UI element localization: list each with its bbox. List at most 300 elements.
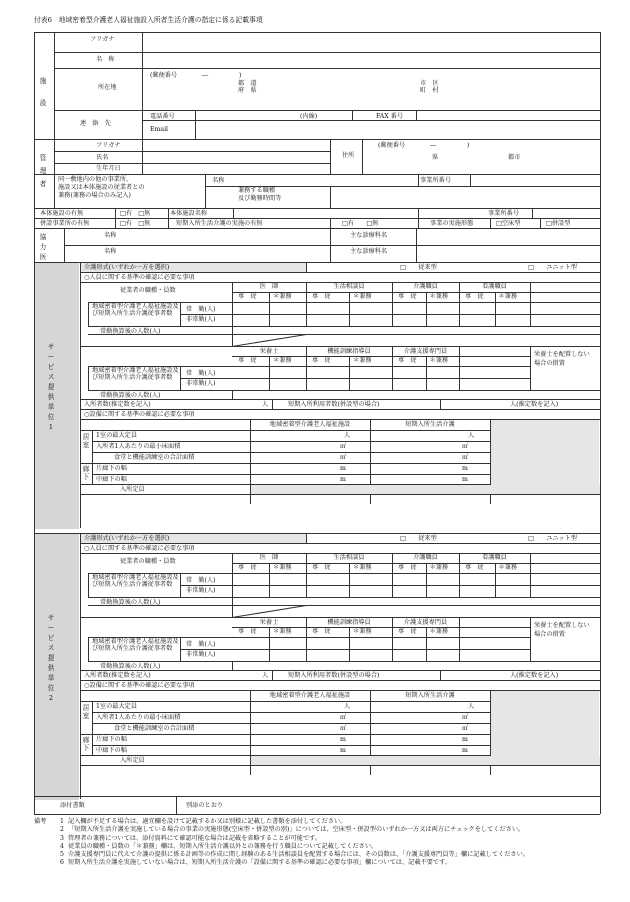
form-title: 付表6 地域密着型介護老人福祉施設入所者生活介護の指定に係る記載事項 xyxy=(34,16,263,24)
notes-section xyxy=(34,818,624,868)
rule-line xyxy=(269,563,270,597)
rule-line xyxy=(352,110,353,120)
notes-label xyxy=(34,835,56,843)
rule-line xyxy=(80,430,490,431)
rule-line xyxy=(306,346,307,390)
rule-line xyxy=(168,218,169,228)
field-label: 人 xyxy=(344,432,351,439)
diagonal-line xyxy=(232,334,306,347)
field-label: 専 従 xyxy=(312,628,331,635)
field-label: 常勤換算後の人数(人) xyxy=(100,392,161,399)
unit-label-2: サービス提供単位2 xyxy=(47,614,55,702)
field-label: 短期入所利用者数(併設型の場合) xyxy=(288,672,380,679)
field-label: 本体施設の有無 xyxy=(40,210,84,217)
field-label: 専 従 xyxy=(398,357,417,364)
field-label: 人 xyxy=(468,703,475,710)
rule-line xyxy=(540,218,541,228)
note-text: 介護支援専門員に代えて介護の提供に係る計画等の作成に関し経験のある生活相談員を配置する場合には、その員数は、「介護支援専門員等」欄に記載してください。 xyxy=(68,851,529,859)
field-label: 介護形式(いずれか一方を選択) xyxy=(84,535,170,542)
rule-line xyxy=(80,701,490,702)
rule-line xyxy=(532,208,533,218)
field-label: 栄養士を配置しない 場合の措置 xyxy=(534,622,590,638)
rule-line xyxy=(459,553,460,597)
rule-line xyxy=(80,272,600,273)
field-label: 常 勤(人) xyxy=(186,370,216,377)
rule-line xyxy=(269,627,270,661)
field-label: (郵便番号 ― ) xyxy=(378,142,470,149)
field-label: 都 道 府 県 xyxy=(238,80,257,94)
field-label: ㎡ xyxy=(340,443,347,450)
field-label: ＊兼務 xyxy=(429,628,449,635)
diagonal-line xyxy=(232,605,306,618)
rule-line xyxy=(195,110,196,139)
note-item xyxy=(34,843,624,851)
rule-line xyxy=(470,174,471,186)
field-label: □併設型 xyxy=(546,220,571,227)
rule-line xyxy=(392,282,393,326)
rule-line xyxy=(440,670,441,680)
rule-line xyxy=(80,617,600,618)
field-label: ＊兼務 xyxy=(429,293,449,300)
field-label: ＊兼務 xyxy=(273,628,292,635)
rule-line xyxy=(88,637,89,661)
rule-line xyxy=(88,326,600,327)
field-label: 1室の最大定員 xyxy=(96,432,138,439)
notes-label xyxy=(34,826,56,834)
notes-label: 備考 xyxy=(34,818,47,825)
note-item xyxy=(34,835,624,843)
notes-label xyxy=(34,851,56,859)
field-label: □空床型 xyxy=(496,220,521,227)
rule-line xyxy=(88,573,89,597)
field-label: 生活相談員 xyxy=(333,554,365,561)
field-label: 専 従 xyxy=(238,564,257,571)
field-label: ＊兼務 xyxy=(498,293,518,300)
field-label: 市 区 町 村 xyxy=(420,80,439,94)
rule-line xyxy=(88,661,600,662)
field-label: 看護職員 xyxy=(482,554,507,561)
rule-line xyxy=(34,814,600,815)
rule-line xyxy=(495,292,496,326)
field-label: フリガナ xyxy=(96,142,121,149)
field-label: ＊兼務 xyxy=(273,564,292,571)
field-label: 事業所番号 xyxy=(420,177,451,184)
rule-line xyxy=(426,292,427,326)
rule-line xyxy=(269,356,270,390)
rule-line xyxy=(392,346,393,390)
field-label: 名称 xyxy=(104,248,117,255)
rule-line xyxy=(495,563,496,597)
field-label: m xyxy=(340,747,346,754)
field-label: ＊兼務 xyxy=(273,293,292,300)
rule-line xyxy=(418,174,419,186)
rule-line xyxy=(92,441,490,442)
field-label: 介護形式(いずれか一方を選択) xyxy=(84,264,170,271)
field-label: 短期入所生活介護 xyxy=(405,421,455,428)
field-label: 兼務する職種 及び勤務時間等 xyxy=(238,187,282,202)
field-label: 人(推定数を記入) xyxy=(510,672,559,679)
field-label: □有 □無 xyxy=(342,220,379,227)
note-item xyxy=(34,826,624,834)
rule-line xyxy=(440,399,441,409)
corridor-label: 廊下 xyxy=(82,465,90,481)
field-label: m xyxy=(462,465,468,472)
room-label: 居室 xyxy=(82,704,90,720)
rule-line xyxy=(272,399,273,409)
field-label: 人 xyxy=(468,432,475,439)
note-number: 6 xyxy=(60,859,64,867)
field-label: 機能訓練指導員 xyxy=(327,619,371,626)
field-label: 常勤換算後の人数(人) xyxy=(100,328,161,335)
rule-line xyxy=(349,563,350,597)
shaded-cell xyxy=(35,534,79,800)
field-label: 短期入所生活介護の実施の有無 xyxy=(176,220,263,227)
field-label: ＊兼務 xyxy=(353,293,372,300)
field-label: m xyxy=(462,747,468,754)
field-label: 専 従 xyxy=(238,628,257,635)
field-label: ＊兼務 xyxy=(353,564,372,571)
field-label: m xyxy=(462,476,468,483)
field-label: 地域密着型介護老人福祉施設及び短期入所生活介護従事者数 xyxy=(92,367,179,381)
field-label: 人 xyxy=(344,703,351,710)
rule-line xyxy=(54,68,600,69)
field-label: 人 xyxy=(262,401,269,408)
field-label: m xyxy=(340,736,346,743)
field-label: 介護職員 xyxy=(413,554,438,561)
field-label: 食堂と機能訓練室の合計面積 xyxy=(114,454,195,461)
field-label: 主な診療科名 xyxy=(350,248,388,255)
facility-section-label: 施設 xyxy=(39,77,47,107)
field-label: □ ユニット型 xyxy=(528,264,577,271)
field-label: 入所者数(推定数を記入) xyxy=(84,401,151,408)
field-label: 事業の実施形態 xyxy=(430,220,474,227)
field-label: 1室の最大定員 xyxy=(96,703,138,710)
note-text: 従業員の職種・員数の「＊兼務」欄は、短期入所生活介護以外との兼務を行う職員について記載してください。 xyxy=(68,842,378,850)
field-label: ○人員に関する基準の確認に必要な事項 xyxy=(84,274,195,281)
field-label: 住所 xyxy=(342,152,355,159)
rule-line xyxy=(392,617,393,661)
rule-line xyxy=(34,796,600,797)
field-label: 短期入所利用者数(併設型の場合) xyxy=(288,401,380,408)
rule-line xyxy=(530,282,531,326)
field-label: 看護職員 xyxy=(482,283,507,290)
field-label: □有 □無 xyxy=(120,220,151,227)
field-label: 非常勤(人) xyxy=(186,587,216,594)
rule-line xyxy=(330,218,331,228)
field-label: FAX 番号 xyxy=(376,113,403,120)
field-label: 所在地 xyxy=(98,84,117,91)
rule-line xyxy=(88,366,89,390)
field-label: 中廊下の幅 xyxy=(96,476,127,483)
field-label: 専 従 xyxy=(312,357,331,364)
rule-line xyxy=(88,334,600,335)
rule-line xyxy=(426,627,427,661)
field-label: □有 □無 xyxy=(120,210,151,217)
field-label: 都市 xyxy=(508,154,521,161)
field-label: 専 従 xyxy=(465,564,484,571)
field-label: ＊兼務 xyxy=(273,357,292,364)
field-label: 地域密着型介護老人福祉施設及び短期入所生活介護従事者数 xyxy=(92,303,179,317)
rule-line xyxy=(306,553,307,597)
rule-line xyxy=(34,533,600,534)
rule-line xyxy=(272,670,273,680)
rule-line xyxy=(54,32,55,139)
rule-line xyxy=(80,543,600,544)
field-label: ○人員に関する基準の確認に必要な事項 xyxy=(84,545,195,552)
field-label: 人 xyxy=(262,672,269,679)
field-label: 連 絡 先 xyxy=(80,120,111,127)
field-label: 電話番号 xyxy=(150,113,175,120)
field-label: 中廊下の幅 xyxy=(96,747,127,754)
field-label: 非常勤(人) xyxy=(186,316,216,323)
rule-line xyxy=(88,302,89,326)
rule-line xyxy=(180,378,530,379)
rule-line xyxy=(142,120,600,121)
field-label: 入所定員 xyxy=(120,757,145,764)
field-label: 地域密着型介護老人福祉施設 xyxy=(269,421,351,428)
rule-line xyxy=(530,617,531,661)
rule-line xyxy=(418,218,419,228)
rule-line xyxy=(80,463,490,464)
rule-line xyxy=(34,32,600,33)
field-label: 常勤換算後の人数(人) xyxy=(100,599,161,606)
field-label: 本体施設名称 xyxy=(170,210,208,217)
field-label: 従業者の職種・員数 xyxy=(120,558,176,565)
rule-line xyxy=(180,585,600,586)
field-label: m xyxy=(462,736,468,743)
rule-line xyxy=(80,765,600,766)
rule-line xyxy=(80,346,600,347)
shaded-cell xyxy=(491,691,599,765)
rule-line xyxy=(92,745,490,746)
field-label: 医 師 xyxy=(259,554,279,561)
rule-line xyxy=(34,228,600,229)
rule-line xyxy=(80,399,600,400)
field-label: 専 従 xyxy=(465,293,484,300)
rule-line xyxy=(490,218,491,228)
field-label: 専 従 xyxy=(398,564,417,571)
field-label: □ ユニット型 xyxy=(528,535,577,542)
field-label: Email xyxy=(150,126,169,133)
rule-line xyxy=(34,174,600,175)
rule-line xyxy=(80,262,81,528)
rule-line xyxy=(142,139,143,174)
note-number: 3 xyxy=(60,834,64,842)
rule-line xyxy=(34,139,600,140)
field-label: 生活相談員 xyxy=(333,283,365,290)
rule-line xyxy=(88,597,600,598)
rule-line xyxy=(232,356,530,357)
notes-label xyxy=(34,843,56,851)
field-label: 専 従 xyxy=(312,564,331,571)
coop-section-label: 協力医 xyxy=(39,233,47,261)
rule-line xyxy=(54,110,600,111)
field-label: ㎡ xyxy=(340,714,347,721)
note-item xyxy=(34,859,624,867)
note-number: 1 xyxy=(60,818,64,825)
rule-line xyxy=(426,563,427,597)
rule-line xyxy=(459,282,460,326)
field-label: 名称 xyxy=(212,177,225,184)
field-label: 常勤換算後の人数(人) xyxy=(100,663,161,670)
field-label: 事業所番号 xyxy=(488,210,519,217)
rule-line xyxy=(80,734,490,735)
field-label: 専 従 xyxy=(238,293,257,300)
field-label: 医 師 xyxy=(259,283,279,290)
rule-line xyxy=(80,533,81,799)
rule-line xyxy=(349,627,350,661)
note-text: 短期入所生活介護を実施していない場合は、短期入所生活介護の「設備に関する基準の確認に必要な事項」欄については、記載不要です。 xyxy=(68,859,452,867)
rule-line xyxy=(92,723,490,724)
rule-line xyxy=(232,292,600,293)
rule-line xyxy=(349,356,350,390)
field-label: 常 勤(人) xyxy=(186,577,216,584)
field-label: 片廊下の幅 xyxy=(96,736,127,743)
field-label: 生年月日 xyxy=(96,165,121,172)
rule-line xyxy=(232,390,233,399)
rule-line xyxy=(416,110,417,120)
field-label: 同一敷地内の他の事業所、 施設又は本体施設の従業者との 兼務(兼務の場合のみ記入) xyxy=(58,176,145,199)
field-label: 人(推定数を記入) xyxy=(510,401,559,408)
field-label: 栄養士 xyxy=(259,348,279,355)
rule-line xyxy=(180,649,530,650)
corridor-label: 廊下 xyxy=(82,736,90,752)
field-label: フリガナ xyxy=(90,36,115,43)
field-label: ㎡ xyxy=(340,725,347,732)
field-label: 入所者1人あたりの最小床面積 xyxy=(96,443,181,450)
rule-line xyxy=(92,452,490,453)
field-label: 添付書類 xyxy=(60,802,85,809)
field-label: ＊兼務 xyxy=(353,628,372,635)
field-label: 入所者数(推定数を記入) xyxy=(84,672,151,679)
rule-line xyxy=(34,218,600,219)
rule-line xyxy=(330,139,331,174)
note-text: 記入欄が不足する場合は、適宜欄を設けて記載するか又は別様に記載した書類を添付してください。 xyxy=(68,818,347,825)
field-label: 主な診療科名 xyxy=(350,232,388,239)
field-label: ㎡ xyxy=(462,454,469,461)
field-label: ㎡ xyxy=(462,443,469,450)
field-label: □ 従来型 xyxy=(400,535,437,542)
field-label: 非常勤(人) xyxy=(186,380,216,387)
field-label: ㎡ xyxy=(462,725,469,732)
field-label: 名称 xyxy=(104,232,117,239)
rule-line xyxy=(205,174,206,208)
field-label: ○設備に関する基準の確認に必要な事項 xyxy=(84,411,195,418)
rule-line xyxy=(168,208,169,218)
unit-label-1: サービス提供単位1 xyxy=(47,343,55,431)
field-label: 専 従 xyxy=(398,628,417,635)
rule-line xyxy=(54,52,600,53)
note-number: 4 xyxy=(60,842,64,850)
field-label: 機能訓練指導員 xyxy=(327,348,371,355)
rule-line xyxy=(232,661,233,670)
field-label: 栄養士 xyxy=(259,619,279,626)
rule-line xyxy=(80,670,600,671)
rule-line xyxy=(80,680,600,681)
rule-line xyxy=(88,390,600,391)
rule-line xyxy=(232,627,530,628)
field-label: 併設事業所の有無 xyxy=(40,220,90,227)
field-label: 食堂と機能訓練室の合計面積 xyxy=(114,725,195,732)
note-text: 管理者の兼務については、添付資料にて確認可能な場合は記載を省略することが可能です。 xyxy=(68,834,322,842)
field-label: ＊兼務 xyxy=(353,357,372,364)
rule-line xyxy=(54,163,330,164)
field-label: 氏名 xyxy=(96,154,109,161)
rule-line xyxy=(530,553,531,597)
rule-line xyxy=(459,617,460,661)
rule-line xyxy=(600,32,601,814)
rule-line xyxy=(180,314,600,315)
rule-line xyxy=(92,712,490,713)
rule-line xyxy=(92,430,93,484)
manager-section-label: 管理者 xyxy=(39,154,47,188)
rule-line xyxy=(80,494,600,495)
field-label: ＊兼務 xyxy=(429,357,449,364)
field-label: m xyxy=(340,465,346,472)
rule-line xyxy=(232,563,600,564)
shaded-cell xyxy=(35,263,79,529)
shaded-cell xyxy=(491,420,599,494)
rule-line xyxy=(176,796,177,814)
notes-label xyxy=(34,859,56,867)
field-label: 栄養士を配置しない 場合の措置 xyxy=(534,351,590,367)
field-label: 専 従 xyxy=(238,357,257,364)
field-label: 名 称 xyxy=(96,56,115,63)
field-label: ○設備に関する基準の確認に必要な事項 xyxy=(84,682,195,689)
field-label: 専 従 xyxy=(398,293,417,300)
field-label: □ 従来型 xyxy=(400,264,437,271)
rule-line xyxy=(92,701,93,755)
field-label: 片廊下の幅 xyxy=(96,465,127,472)
rule-line xyxy=(426,356,427,390)
field-label: 短期入所生活介護 xyxy=(405,692,455,699)
rule-line xyxy=(142,32,143,139)
rule-line xyxy=(64,245,600,246)
field-label: 地域密着型介護老人福祉施設及び短期入所生活介護従事者数 xyxy=(92,638,179,652)
rule-line xyxy=(306,282,307,326)
rule-line xyxy=(330,186,331,208)
field-label: (内線) xyxy=(300,113,318,120)
rule-line xyxy=(80,409,600,410)
rule-line xyxy=(88,605,600,606)
rule-line xyxy=(34,208,600,209)
rule-line xyxy=(362,139,363,174)
field-label: 入所者1人あたりの最小床面積 xyxy=(96,714,181,721)
field-label: (郵便番号 ― ) xyxy=(150,72,242,79)
rule-line xyxy=(92,474,490,475)
field-label: 地域密着型介護老人福祉施設 xyxy=(269,692,351,699)
field-label: 介護職員 xyxy=(413,283,438,290)
field-label: 県 xyxy=(432,154,439,161)
field-label: 常 勤(人) xyxy=(186,641,216,648)
rule-line xyxy=(269,292,270,326)
field-label: 非常勤(人) xyxy=(186,651,216,658)
note-text: 「短期入所生活介護を実施している場合の事業の実施形態(空床型・併設型の別)」については、空床型・併設型のいずれか一方又は両方にチェックをしてください。 xyxy=(68,826,525,834)
field-label: m xyxy=(340,476,346,483)
rule-line xyxy=(530,346,531,390)
rule-line xyxy=(459,346,460,390)
field-label: 介護支援専門員 xyxy=(403,348,448,355)
rule-line xyxy=(306,533,307,543)
field-label: 地域密着型介護老人福祉施設及び短期入所生活介護従事者数 xyxy=(92,574,179,588)
field-label: ＊兼務 xyxy=(498,564,518,571)
rule-line xyxy=(306,617,307,661)
field-label: ㎡ xyxy=(340,454,347,461)
rule-line xyxy=(392,553,393,597)
field-label: 介護支援専門員 xyxy=(403,619,448,626)
field-label: 別添のとおり xyxy=(186,802,224,809)
rule-line xyxy=(306,262,307,272)
